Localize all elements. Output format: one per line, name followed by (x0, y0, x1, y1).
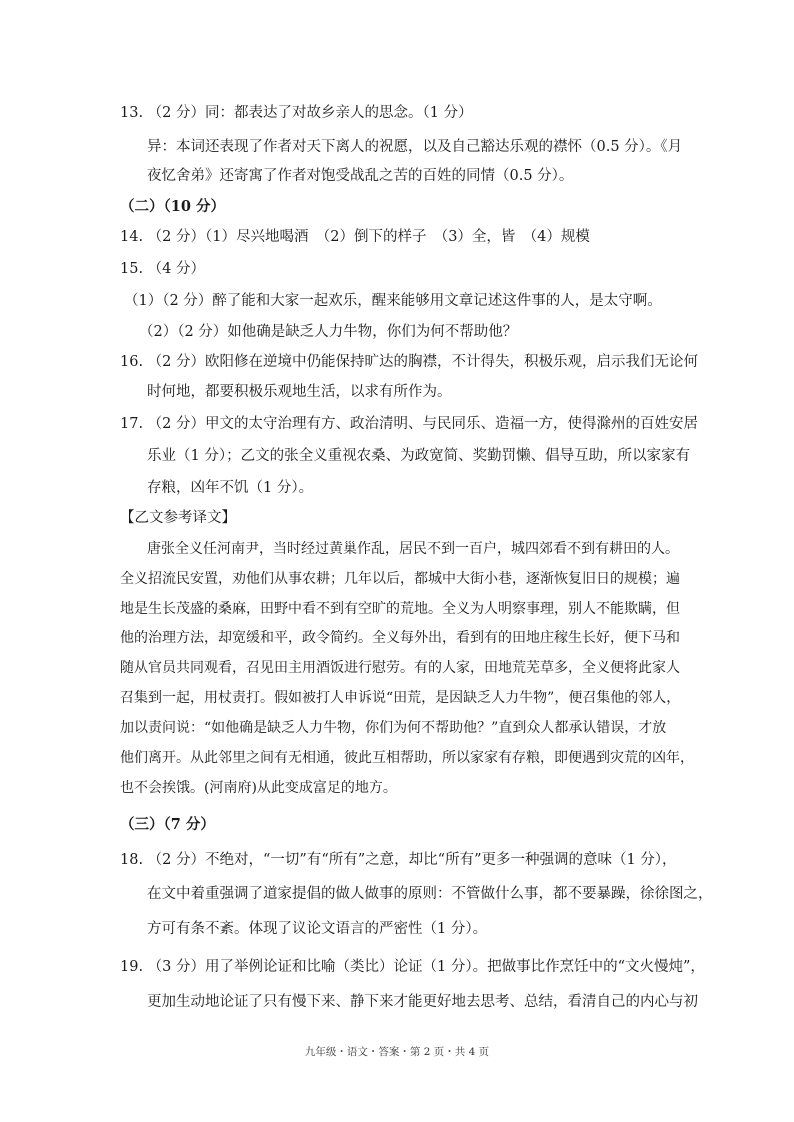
q17-line1: 17. （2 分）甲文的太守治理有方、政治清明、与民同乐、造福一方，使得滁州的百姓安居 (120, 416, 698, 432)
translation-line: 也不会挨饿。(河南府)从此变成富足的地方。 (120, 780, 397, 796)
page-footer: 九年级・语文・答案・第 2 页・共 4 页 (304, 1046, 490, 1058)
q13-line1: 13. （2 分）同：都表达了对故乡亲人的思念。（1 分） (120, 105, 473, 121)
q13-line3: 夜忆舍弟》还寄寓了作者对饱受战乱之苦的百姓的同情（0.5 分）。 (147, 168, 574, 184)
q15-heading: 15. （4 分） (120, 261, 206, 277)
translation-line: 唐张全义任河南尹，当时经过黄巢作乱，居民不到一百户，城四郊看不到有耕田的人。 (147, 541, 679, 557)
q14-answer: 14. （2 分）（1）尽兴地喝酒 （2）倒下的样子 （3）全，皆 （4）规模 (120, 229, 590, 245)
translation-line: 全义招流民安置，劝他们从事农耕；几年以后，都城中大街小巷，逐渐恢复旧日的规模；遍 (120, 571, 680, 587)
translation-line: 随从官员共同观看，召见田主用酒饭进行慰劳。有的人家，田地荒芜草多，全义便将此家人 (120, 660, 680, 676)
translation-line: 召集到一起，用杖责打。假如被打人申诉说“田荒，是因缺乏人力牛物”，便召集他的邻人， (120, 690, 681, 706)
section-3-heading: （三）（7 分） (120, 816, 215, 833)
translation-line: 地是生长茂盛的桑麻，田野中看不到有空旷的荒地。全义为人明察事理，别人不能欺瞒，但 (120, 601, 680, 617)
q15-part1: （1）（2 分）醉了能和大家一起欢乐，醒来能够用文章记述这件事的人，是太守啊。 (124, 293, 662, 309)
q13-line2: 异：本词还表现了作者对天下离人的祝愿，以及自己豁达乐观的襟怀（0.5 分）。《月 (147, 139, 683, 155)
q19-line1: 19. （3 分）用了举例论证和比喻（类比）论证（1 分）。把做事比作烹饪中的“文火慢炖”， (120, 959, 705, 975)
q19-line2: 更加生动地论证了只有慢下来、静下来才能更好地去思考、总结，看清自己的内心与初 (147, 994, 698, 1010)
translation-line: 他们离开。从此邻里之间有无相通，彼此互相帮助，所以家家有存粮，即便遇到灾荒的凶年， (120, 750, 694, 766)
translation-heading: 【乙文参考译文】 (120, 510, 236, 526)
q17-line2: 乐业（1 分）；乙文的张全义重视农桑、为政宽简、奖勤罚懒、倡导互助，所以家家有 (147, 448, 691, 464)
q18-line3: 方可有条不紊。体现了议论文语言的严密性（1 分）。 (147, 921, 488, 937)
q16-line1: 16. （2 分）欧阳修在逆境中仍能保持旷达的胸襟，不计得失，积极乐观，启示我们无论何 (120, 354, 698, 370)
q17-line3: 存粮，凶年不饥（1 分）。 (147, 480, 314, 496)
translation-line: 加以责问说：“如他确是缺乏人力牛物，你们为何不帮助他？”直到众人都承认错误，才放 (120, 720, 667, 736)
q16-line2: 时何地，都要积极乐观地生活，以求有所作为。 (147, 384, 452, 400)
q18-line2: 在文中着重强调了道家提倡的做人做事的原则：不管做什么事，都不要暴躁，徐徐图之， (147, 886, 713, 902)
section-2-heading: （二）（10 分） (120, 198, 225, 215)
q18-line1: 18. （2 分）不绝对，“一切”有“所有”之意，却比“所有”更多一种强调的意味（1 分）， (120, 852, 677, 868)
translation-line: 他的治理方法，却宽缓和平，政令简约。全义每外出，看到有的田地庄稼生长好，便下马和 (120, 630, 680, 646)
q15-part2: （2）（2 分）如他确是缺乏人力牛物，你们为何不帮助他？ (139, 324, 518, 340)
